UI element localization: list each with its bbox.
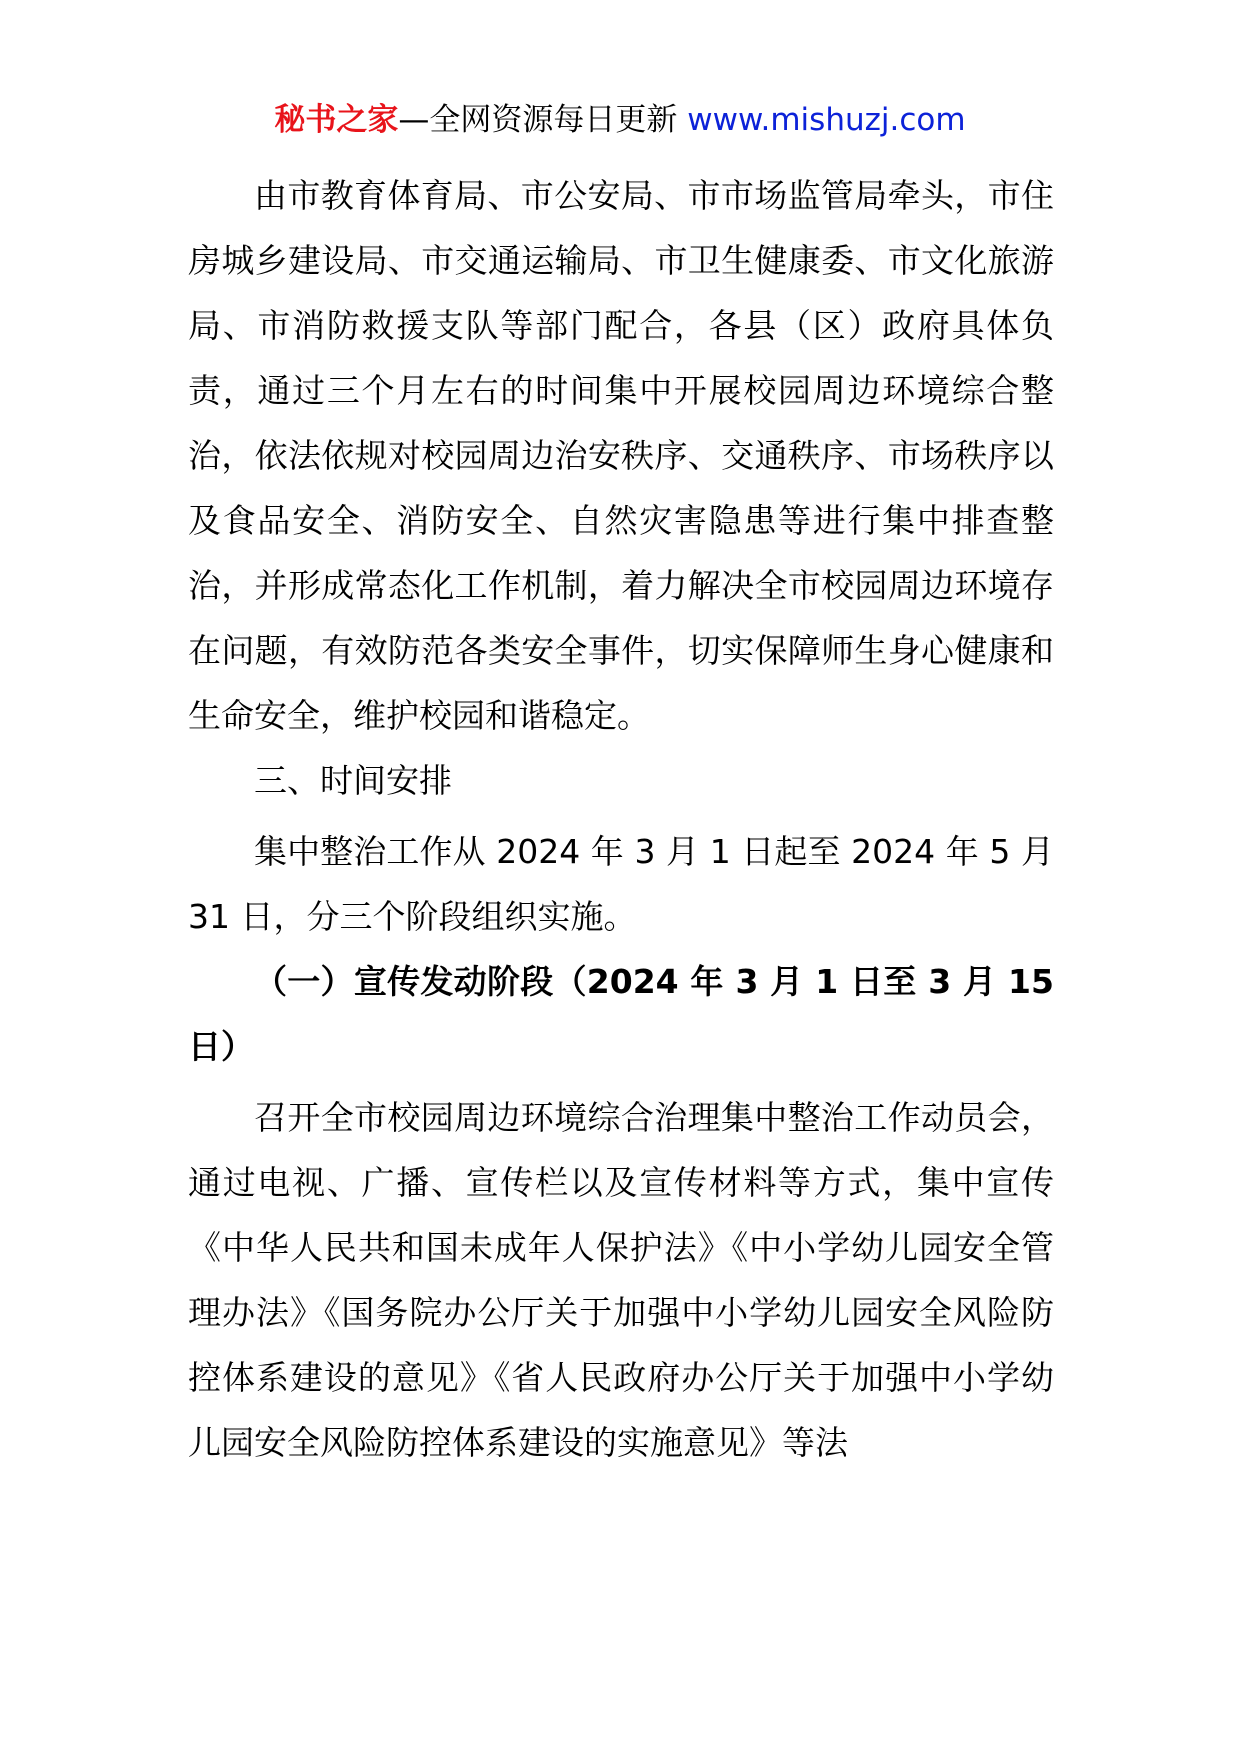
header-tagline: —全网资源每日更新: [398, 102, 688, 138]
document-body: [188, 163, 1054, 1475]
site-url-link[interactable]: www.mishuzj.com: [687, 102, 966, 138]
paragraph-publicity: 召开全市校园周边环境综合治理集中整治工作动员会，通过电视、广播、宣传栏以及宣传材料等方式，集中宣传《中华人民共和国未成年人保护法》《中小学幼儿园安全管理办法》《国务院办公厅关于加强中小学幼儿园安全风险防控体系建设的意见》《省人民政府办公厅关于加强中小学幼儿园安全风险防控体系建设的实施意见》等法: [188, 1098, 1054, 1462]
site-header: [0, 100, 1240, 140]
stage-heading-publicity: （一）宣传发动阶段（2024 年 3 月 1 日至 3 月 15 日）: [188, 962, 1054, 1066]
paragraph-responsibilities: 由市教育体育局、市公安局、市市场监管局牵头，市住房城乡建设局、市交通运输局、市卫生健康委、市文化旅游局、市消防救援支队等部门配合，各县（区）政府具体负责，通过三个月左右的时间集中开展校园周边环境综合整治，依法依规对校园周边治安秩序、交通秩序、市场秩序以及食品安全、消防安全、自然灾害隐患等进行集中排查整治，并形成常态化工作机制，着力解决全市校园周边环境存在问题，有效防范各类安全事件，切实保障师生身心健康和生命安全，维护校园和谐稳定。: [188, 176, 1054, 735]
paragraph-schedule: 集中整治工作从 2024 年 3 月 1 日起至 2024 年 5 月 31 日，分三个阶段组织实施。: [188, 832, 1054, 936]
section-heading-schedule: 三、时间安排: [254, 761, 452, 800]
brand-name: 秘书之家: [274, 102, 399, 138]
